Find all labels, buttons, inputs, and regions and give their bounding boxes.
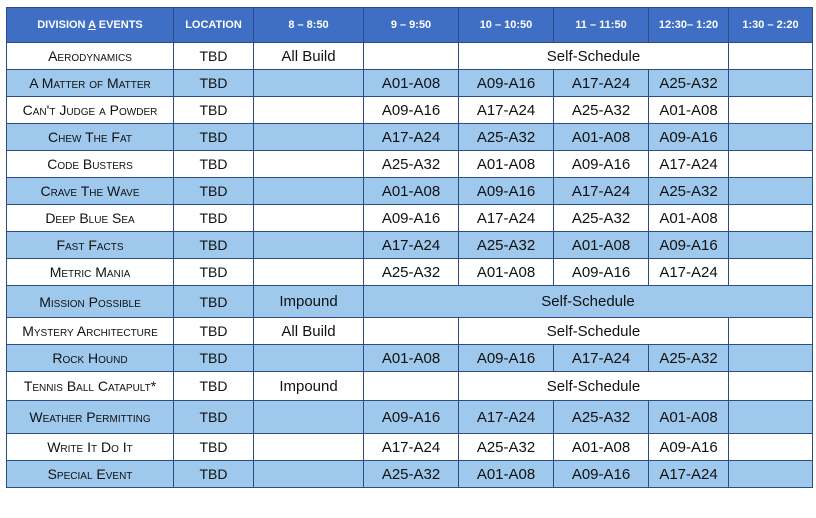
slot-cell: A25-A32: [554, 97, 649, 124]
empty-cell: [729, 124, 813, 151]
slot-cell: A17-A24: [649, 259, 729, 286]
location-cell: TBD: [174, 232, 254, 259]
location-cell: TBD: [174, 151, 254, 178]
header-location: LOCATION: [174, 8, 254, 43]
table-row: [7, 345, 813, 372]
slot-cell: A09-A16: [554, 151, 649, 178]
location-cell: TBD: [174, 43, 254, 70]
first-slot-cell: [254, 97, 364, 124]
event-name: Write It Do It: [7, 434, 174, 461]
first-slot-cell: [254, 401, 364, 434]
first-slot-cell: [254, 461, 364, 488]
location-cell: TBD: [174, 372, 254, 401]
empty-cell: [729, 259, 813, 286]
slot-cell: A01-A08: [649, 97, 729, 124]
slot-cell: A17-A24: [364, 232, 459, 259]
header-time-6: 1:30 – 2:20: [729, 8, 813, 43]
location-cell: TBD: [174, 318, 254, 345]
header-time-2: 9 – 9:50: [364, 8, 459, 43]
header-division: DIVISION A EVENTS: [7, 8, 174, 43]
slot-cell: A25-A32: [649, 178, 729, 205]
empty-cell: [729, 97, 813, 124]
table-row: [7, 461, 813, 488]
first-slot-cell: [254, 124, 364, 151]
event-name: Rock Hound: [7, 345, 174, 372]
empty-cell: [729, 461, 813, 488]
empty-cell: [729, 70, 813, 97]
event-name: Weather Permitting: [7, 401, 174, 434]
slot-cell: A01-A08: [459, 259, 554, 286]
header-row: [7, 8, 813, 43]
location-cell: TBD: [174, 434, 254, 461]
location-cell: TBD: [174, 461, 254, 488]
table-row: [7, 70, 813, 97]
table-row: [7, 97, 813, 124]
table-row: [7, 43, 813, 70]
location-cell: TBD: [174, 259, 254, 286]
event-name: Aerodynamics: [7, 43, 174, 70]
slot-cell: A17-A24: [554, 178, 649, 205]
event-name: Code Busters: [7, 151, 174, 178]
header-time-1: 8 – 8:50: [254, 8, 364, 43]
event-name: Special Event: [7, 461, 174, 488]
slot-cell: A09-A16: [459, 345, 554, 372]
empty-cell: [364, 43, 459, 70]
table-row: [7, 286, 813, 318]
slot-cell: A17-A24: [554, 345, 649, 372]
schedule-body: [7, 43, 813, 488]
slot-cell: A09-A16: [649, 434, 729, 461]
empty-cell: [729, 434, 813, 461]
first-slot-cell: [254, 205, 364, 232]
slot-cell: A01-A08: [554, 434, 649, 461]
location-cell: TBD: [174, 124, 254, 151]
slot-cell: A25-A32: [649, 345, 729, 372]
table-row: [7, 259, 813, 286]
table-row: [7, 401, 813, 434]
location-cell: TBD: [174, 70, 254, 97]
location-cell: TBD: [174, 286, 254, 318]
empty-cell: [729, 318, 813, 345]
event-name: Crave The Wave: [7, 178, 174, 205]
empty-cell: [729, 43, 813, 70]
slot-cell: A09-A16: [554, 259, 649, 286]
slot-cell: A25-A32: [554, 205, 649, 232]
slot-cell: A09-A16: [459, 178, 554, 205]
empty-cell: [364, 318, 459, 345]
table-row: [7, 318, 813, 345]
table-row: [7, 372, 813, 401]
table-row: [7, 205, 813, 232]
slot-cell: A25-A32: [554, 401, 649, 434]
event-name: Mystery Architecture: [7, 318, 174, 345]
empty-cell: [729, 178, 813, 205]
slot-cell: A01-A08: [459, 151, 554, 178]
slot-cell: A17-A24: [649, 461, 729, 488]
first-slot-cell: Impound: [254, 372, 364, 401]
table-row: [7, 434, 813, 461]
empty-cell: [364, 372, 459, 401]
first-slot-cell: [254, 178, 364, 205]
first-slot-cell: All Build: [254, 318, 364, 345]
location-cell: TBD: [174, 178, 254, 205]
first-slot-cell: [254, 434, 364, 461]
slot-cell: A01-A08: [554, 124, 649, 151]
slot-cell: A09-A16: [364, 401, 459, 434]
first-slot-cell: [254, 259, 364, 286]
slot-cell: A25-A32: [364, 461, 459, 488]
slot-cell: A09-A16: [459, 70, 554, 97]
empty-cell: [729, 232, 813, 259]
event-name: Deep Blue Sea: [7, 205, 174, 232]
slot-cell: A01-A08: [364, 178, 459, 205]
event-name: Can't Judge a Powder: [7, 97, 174, 124]
self-schedule-cell: Self-Schedule: [459, 372, 729, 401]
location-cell: TBD: [174, 345, 254, 372]
empty-cell: [729, 205, 813, 232]
slot-cell: A25-A32: [459, 232, 554, 259]
table-row: [7, 178, 813, 205]
slot-cell: A25-A32: [649, 70, 729, 97]
first-slot-cell: [254, 70, 364, 97]
table-row: [7, 151, 813, 178]
slot-cell: A25-A32: [459, 124, 554, 151]
location-cell: TBD: [174, 205, 254, 232]
slot-cell: A01-A08: [364, 70, 459, 97]
first-slot-cell: [254, 345, 364, 372]
first-slot-cell: Impound: [254, 286, 364, 318]
slot-cell: A25-A32: [364, 151, 459, 178]
location-cell: TBD: [174, 401, 254, 434]
slot-cell: A01-A08: [649, 205, 729, 232]
empty-cell: [729, 151, 813, 178]
slot-cell: A25-A32: [364, 259, 459, 286]
header-time-3: 10 – 10:50: [459, 8, 554, 43]
slot-cell: A17-A24: [459, 97, 554, 124]
slot-cell: A17-A24: [364, 434, 459, 461]
slot-cell: A17-A24: [459, 205, 554, 232]
self-schedule-cell: Self-Schedule: [459, 318, 729, 345]
event-name: Fast Facts: [7, 232, 174, 259]
empty-cell: [729, 345, 813, 372]
self-schedule-cell: Self-Schedule: [364, 286, 813, 318]
event-name: Chew The Fat: [7, 124, 174, 151]
slot-cell: A09-A16: [649, 232, 729, 259]
self-schedule-cell: Self-Schedule: [459, 43, 729, 70]
event-name: Tennis Ball Catapult*: [7, 372, 174, 401]
event-name: Mission Possible: [7, 286, 174, 318]
slot-cell: A25-A32: [459, 434, 554, 461]
empty-cell: [729, 401, 813, 434]
slot-cell: A01-A08: [459, 461, 554, 488]
header-time-5: 12:30– 1:20: [649, 8, 729, 43]
schedule-table: [6, 7, 813, 488]
location-cell: TBD: [174, 97, 254, 124]
slot-cell: A01-A08: [649, 401, 729, 434]
slot-cell: A09-A16: [649, 124, 729, 151]
empty-cell: [729, 372, 813, 401]
slot-cell: A17-A24: [649, 151, 729, 178]
slot-cell: A01-A08: [554, 232, 649, 259]
slot-cell: A01-A08: [364, 345, 459, 372]
first-slot-cell: All Build: [254, 43, 364, 70]
event-name: Metric Mania: [7, 259, 174, 286]
slot-cell: A17-A24: [364, 124, 459, 151]
header-time-4: 11 – 11:50: [554, 8, 649, 43]
slot-cell: A17-A24: [554, 70, 649, 97]
table-row: [7, 124, 813, 151]
slot-cell: A09-A16: [554, 461, 649, 488]
slot-cell: A09-A16: [364, 97, 459, 124]
event-name: A Matter of Matter: [7, 70, 174, 97]
first-slot-cell: [254, 232, 364, 259]
table-row: [7, 232, 813, 259]
slot-cell: A09-A16: [364, 205, 459, 232]
slot-cell: A17-A24: [459, 401, 554, 434]
first-slot-cell: [254, 151, 364, 178]
